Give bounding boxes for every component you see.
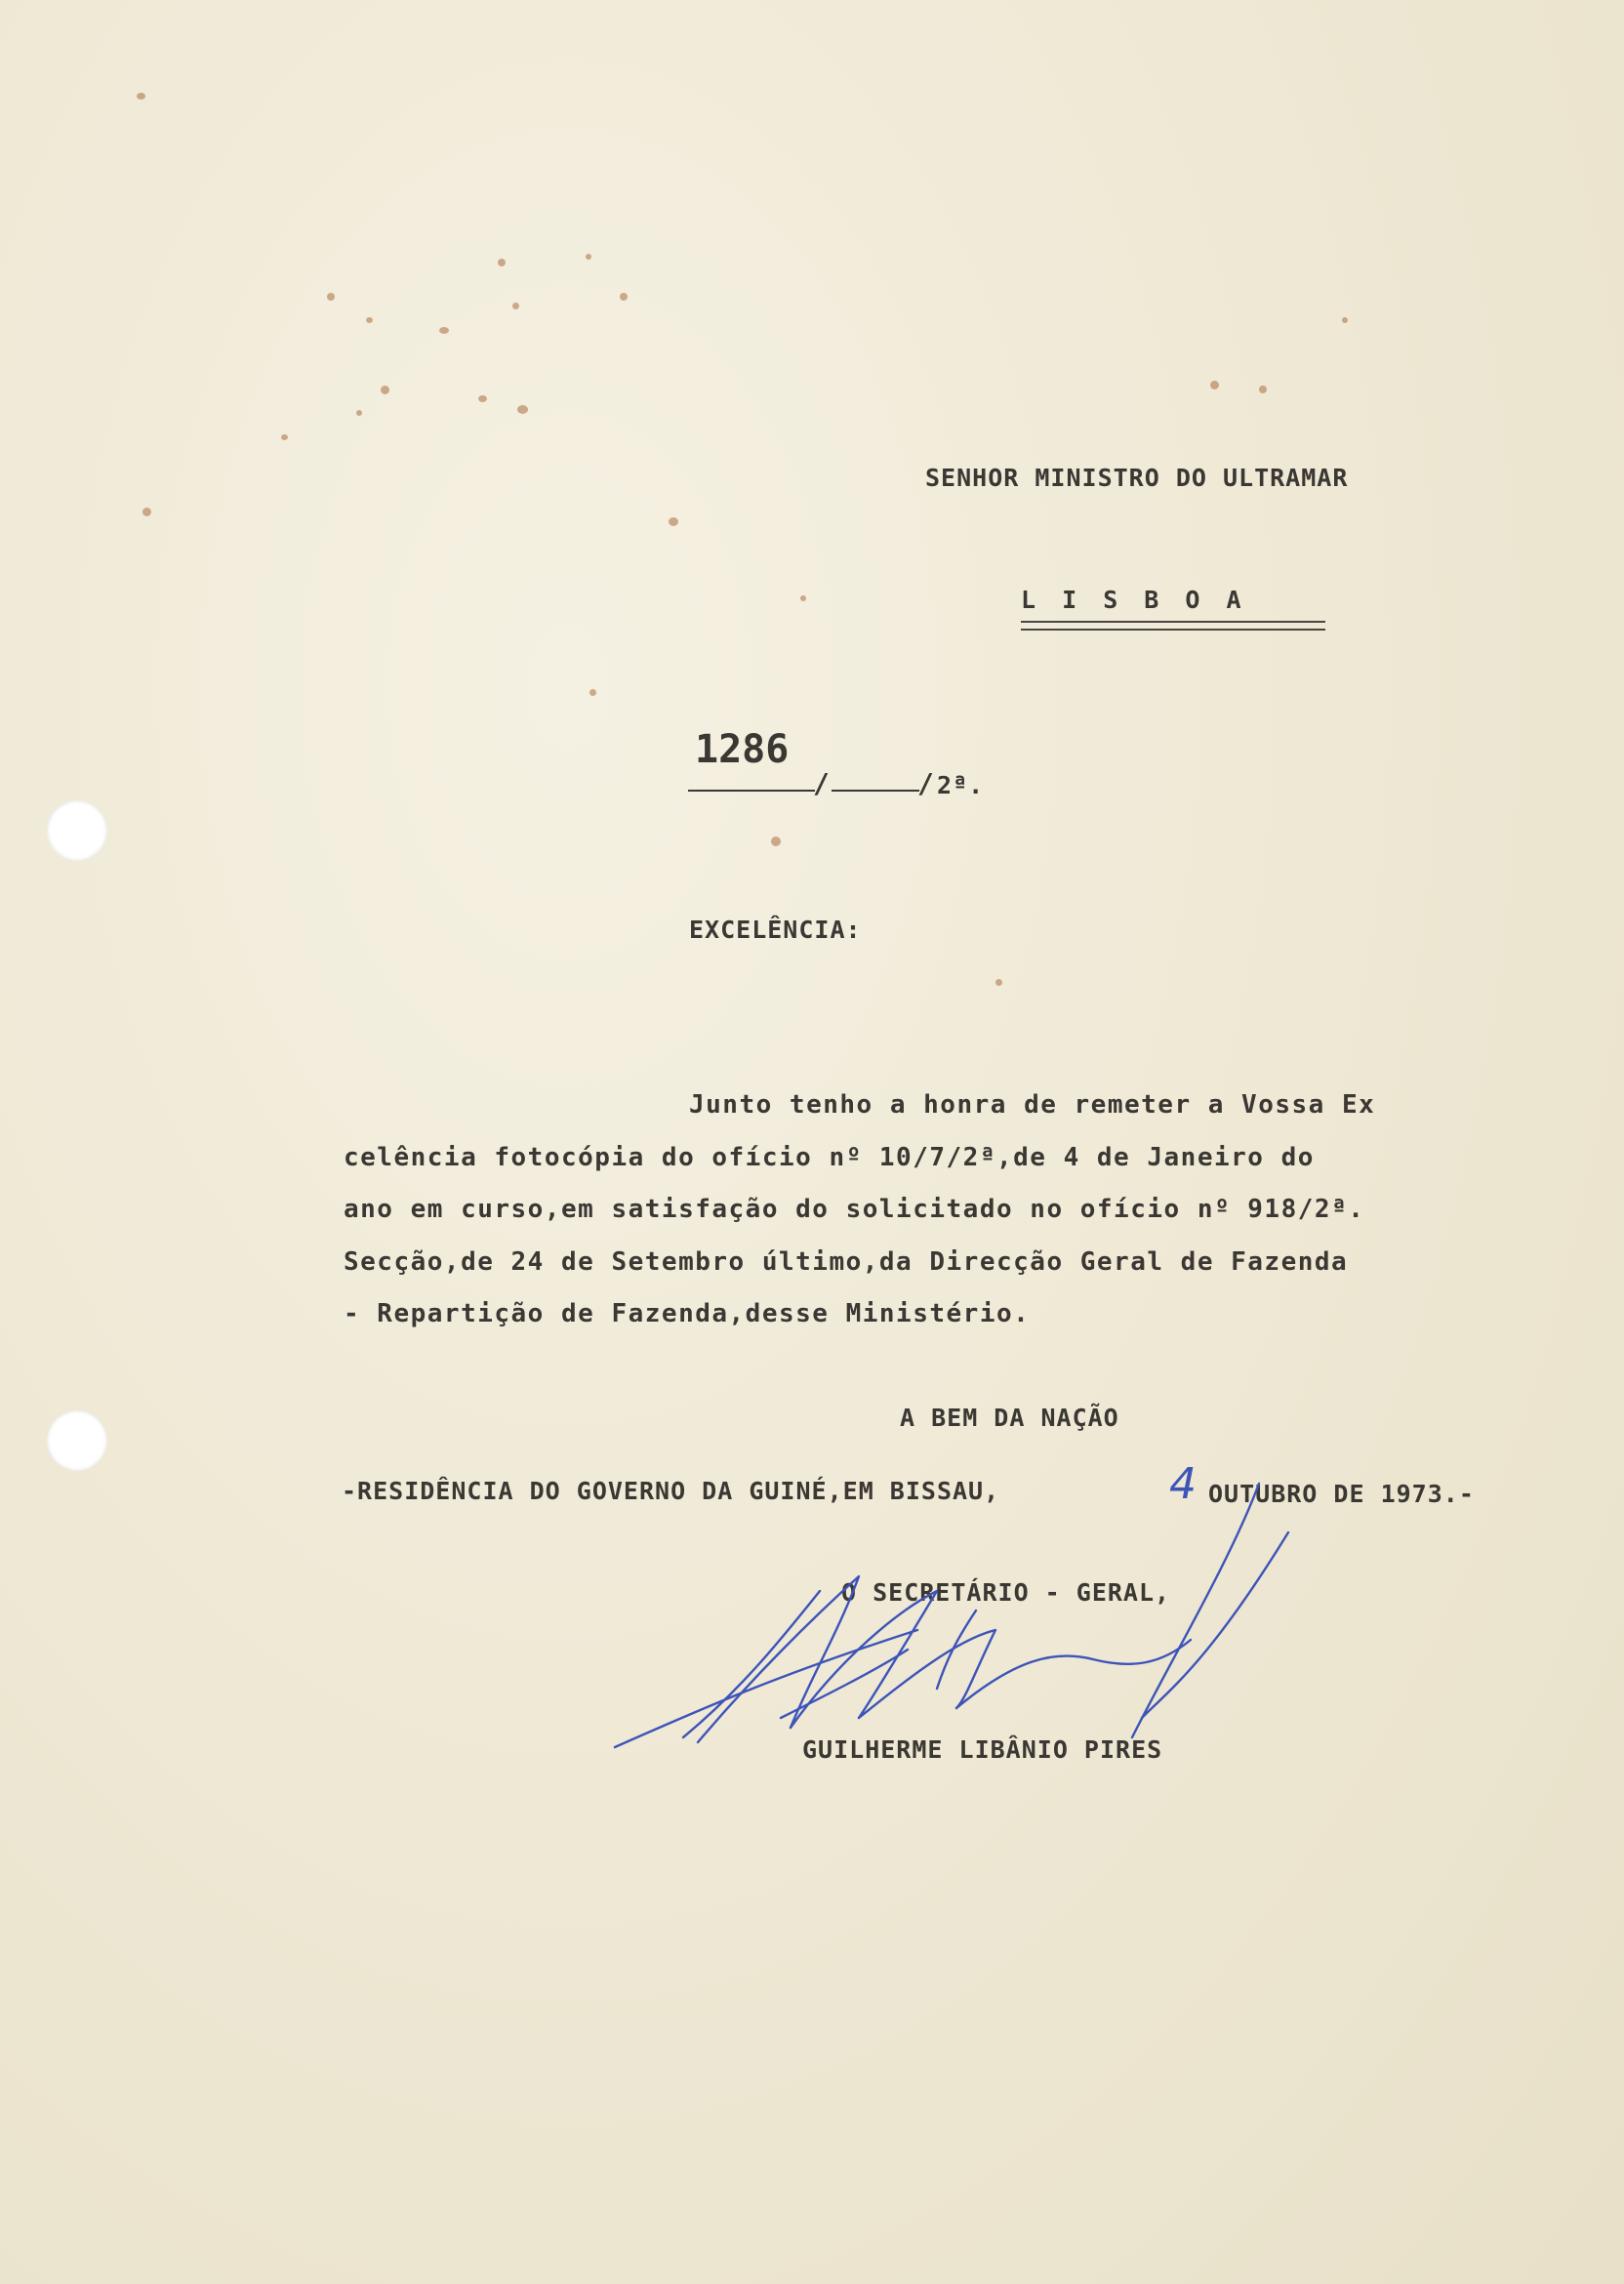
reference-number: 1286	[695, 727, 790, 772]
reference-separator-2: /	[917, 767, 935, 799]
city: L I S B O A	[1021, 586, 1247, 614]
punch-hole-lower	[47, 1410, 107, 1471]
signatory-title: O SECRETÁRIO - GERAL,	[841, 1578, 1171, 1607]
body-line-1: Junto tenho a honra de remeter a Vossa Ex	[689, 1090, 1376, 1120]
closing-motto: A BEM DA NAÇÃO	[900, 1404, 1119, 1432]
addressee: SENHOR MINISTRO DO ULTRAMAR	[925, 464, 1349, 492]
body-line-2: celência fotocópia do ofício nº 10/7/2ª,de 4 de Janeiro do	[344, 1143, 1315, 1172]
city-double-underline	[1021, 621, 1325, 631]
body-line-5: - Repartição de Fazenda,desse Ministério.	[344, 1299, 1031, 1328]
place-date-suffix: OUTUBRO DE 1973.-	[1208, 1480, 1475, 1508]
punch-hole-upper	[47, 800, 107, 861]
place-date-prefix: -RESIDÊNCIA DO GOVERNO DA GUINÉ,EM BISSAU,	[342, 1477, 1000, 1505]
reference-section: 2ª.	[937, 771, 985, 799]
date-day-handwritten: 4	[1169, 1459, 1197, 1509]
signatory-name: GUILHERME LIBÂNIO PIRES	[802, 1735, 1163, 1764]
reference-separator-1: /	[813, 767, 831, 799]
reference-blank-1	[688, 789, 815, 792]
body-line-3: ano em curso,em satisfação do solicitado no ofício nº 918/2ª.	[344, 1195, 1365, 1224]
body-line-4: Secção,de 24 de Setembro último,da Direcção Geral de Fazenda	[344, 1247, 1349, 1277]
salutation: EXCELÊNCIA:	[689, 916, 862, 944]
reference-blank-2	[832, 789, 919, 792]
